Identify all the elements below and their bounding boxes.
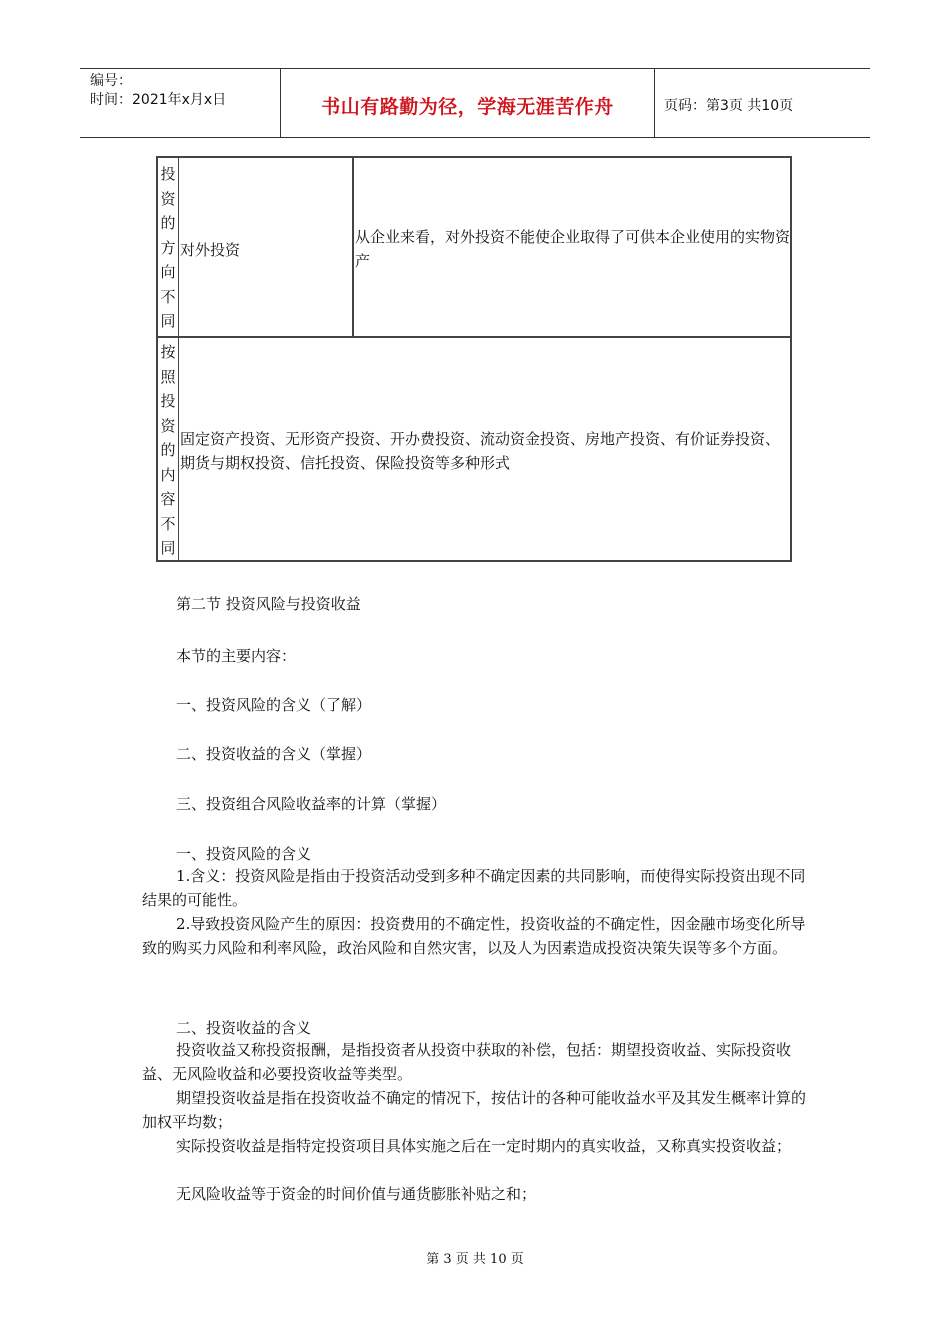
category-char: 容 — [160, 490, 176, 508]
row2-category — [158, 340, 178, 561]
category-char: 同 — [160, 312, 176, 330]
paragraph: 1.含义：投资风险是指由于投资活动受到多种不确定因素的共同影响，而使得实际投资出现不同结果的可能性。 — [142, 867, 806, 909]
header-page-cell — [654, 69, 870, 137]
header-motto-cell — [281, 69, 655, 137]
category-char: 向 — [160, 263, 176, 281]
outline-item: 三、投资组合风险收益率的计算（掌握） — [176, 795, 447, 813]
category-char: 照 — [160, 367, 176, 386]
table-divider — [158, 336, 790, 338]
category-char: 不 — [160, 287, 176, 306]
category-char: 投 — [160, 165, 176, 183]
row1-type: 对外投资 — [180, 241, 241, 259]
row2-description: 固定资产投资、无形资产投资、开办费投资、流动资金投资、房地产投资、有价证券投资、期货与期权投资、信托投资、保险投资等多种形式 — [180, 430, 781, 472]
main-content-label: 本节的主要内容： — [176, 647, 297, 665]
paragraph: 期望投资收益是指在投资收益不确定的情况下，按估计的各种可能收益水平及其发生概率计算的加权平均数； — [142, 1089, 807, 1131]
category-char: 投 — [160, 392, 176, 410]
row1-description: 从企业来看，对外投资不能使企业取得了可供本企业使用的实物资产 — [355, 228, 791, 270]
page-header — [80, 68, 870, 138]
page-footer: 第 3 页 共 10 页 — [426, 1252, 524, 1267]
paragraph: 实际投资收益是指特定投资项目具体实施之后在一定时期内的真实收益，又称真实投资收益； — [176, 1137, 792, 1155]
category-char: 的 — [160, 214, 176, 232]
investment-table — [156, 156, 792, 562]
motto-text: 书山有路勤为径，学海无涯苦作舟 — [321, 96, 614, 118]
category-char: 内 — [160, 465, 176, 484]
category-char: 按 — [160, 343, 176, 361]
section-title: 第二节 投资风险与投资收益 — [176, 595, 361, 613]
paragraph: 2.导致投资风险产生的原因：投资费用的不确定性，投资收益的不确定性，因金融市场变化所导致的购买力风险和利率风险，政治风险和自然灾害，以及人为因素造成投资决策失误等多个方面。 — [142, 915, 806, 957]
paragraph: 无风险收益等于资金的时间价值与通货膨胀补贴之和； — [176, 1185, 537, 1203]
category-char: 同 — [160, 539, 176, 557]
number-label: 编号： — [90, 73, 132, 89]
category-char: 不 — [160, 514, 176, 533]
category-char: 方 — [160, 238, 176, 257]
category-char: 资 — [160, 416, 176, 435]
outline-item: 一、投资风险的含义（了解） — [176, 696, 372, 714]
category-char: 资 — [160, 189, 176, 208]
page-info: 页码：第3页 共10页 — [664, 98, 794, 114]
row1-category — [158, 162, 178, 334]
paragraph: 投资收益又称投资报酬，是指投资者从投资中获取的补偿，包括：期望投资收益、实际投资收益、无风险收益和必要投资收益等类型。 — [142, 1041, 792, 1083]
table-divider — [178, 158, 179, 560]
time-label: 时间：2021年x月x日 — [90, 92, 227, 108]
section-heading: 二、投资收益的含义 — [176, 1019, 312, 1037]
category-char: 的 — [160, 441, 176, 459]
header-meta — [80, 69, 281, 137]
table-divider — [352, 158, 354, 336]
outline-item: 二、投资收益的含义（掌握） — [176, 745, 372, 763]
section-heading: 一、投资风险的含义 — [176, 845, 312, 863]
